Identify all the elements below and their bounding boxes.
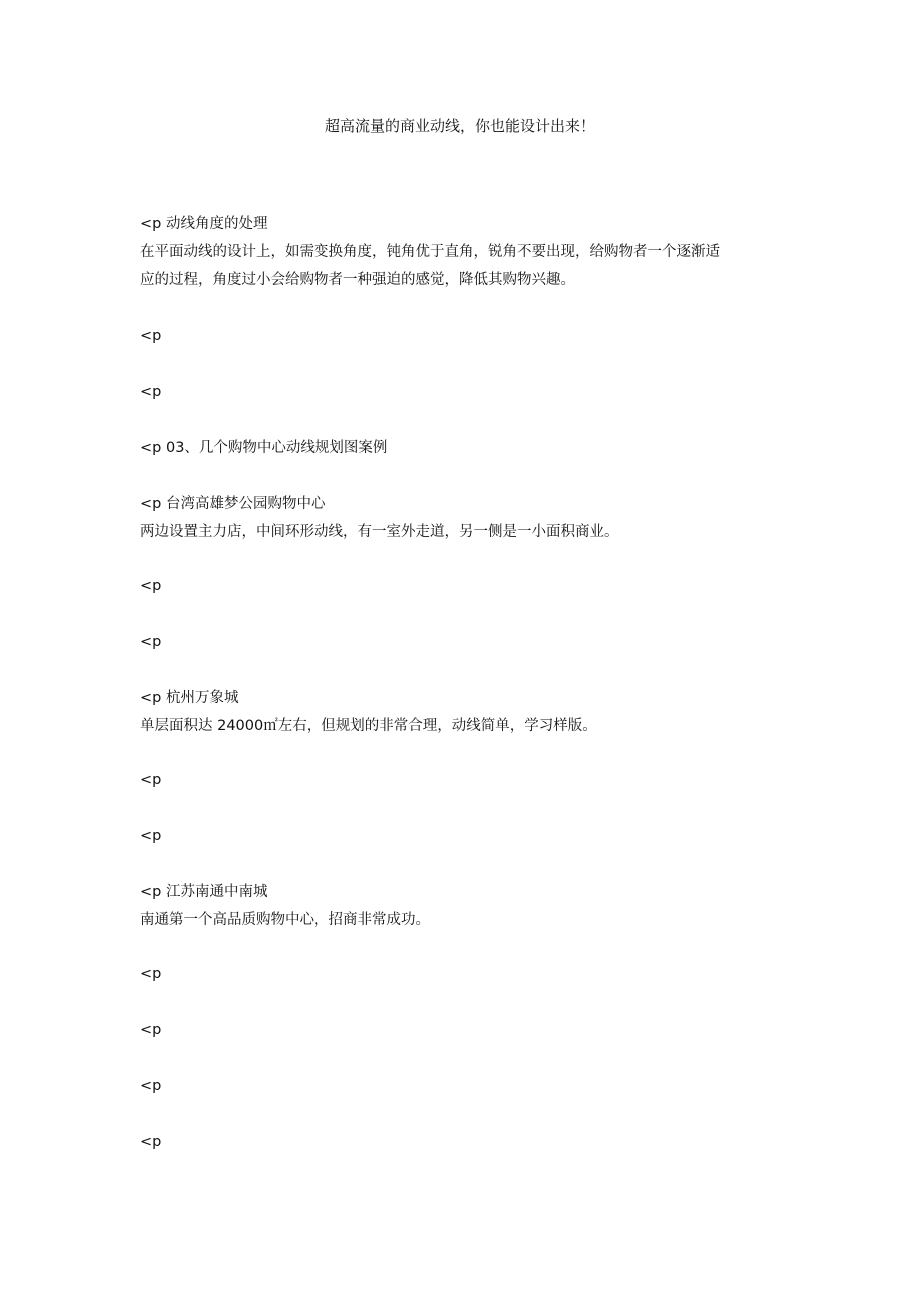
empty-paragraph-tag: <p (140, 1078, 162, 1094)
empty-paragraph-tag: <p (140, 578, 162, 594)
paragraph-line: 单层面积达 24000㎡左右，但规划的非常合理，动线简单，学习样版。 (140, 718, 597, 734)
section-heading-angle: <p 动线角度的处理 (140, 216, 268, 232)
paragraph-line: 南通第一个高品质购物中心，招商非常成功。 (140, 912, 430, 928)
empty-paragraph-tag: <p (140, 328, 162, 344)
paragraph-line: 应的过程，角度过小会给购物者一种强迫的感觉，降低其购物兴趣。 (140, 272, 575, 288)
empty-paragraph-tag: <p (140, 966, 162, 982)
empty-paragraph-tag: <p (140, 828, 162, 844)
paragraph-line: 两边设置主力店，中间环形动线，有一室外走道，另一侧是一小面积商业。 (140, 524, 619, 540)
empty-paragraph-tag: <p (140, 772, 162, 788)
document-title: 超高流量的商业动线，你也能设计出来！ (324, 117, 595, 135)
case-heading-kaohsiung: <p 台湾高雄梦公园购物中心 (140, 496, 326, 512)
case-heading-hangzhou: <p 杭州万象城 (140, 690, 239, 706)
case-heading-nantong: <p 江苏南通中南城 (140, 884, 268, 900)
empty-paragraph-tag: <p (140, 1022, 162, 1038)
section-heading-cases: <p 03、几个购物中心动线规划图案例 (140, 440, 388, 456)
paragraph-line: 在平面动线的设计上，如需变换角度，钝角优于直角，锐角不要出现，给购物者一个逐渐适 (140, 244, 720, 260)
empty-paragraph-tag: <p (140, 384, 162, 400)
empty-paragraph-tag: <p (140, 634, 162, 650)
empty-paragraph-tag: <p (140, 1134, 162, 1150)
